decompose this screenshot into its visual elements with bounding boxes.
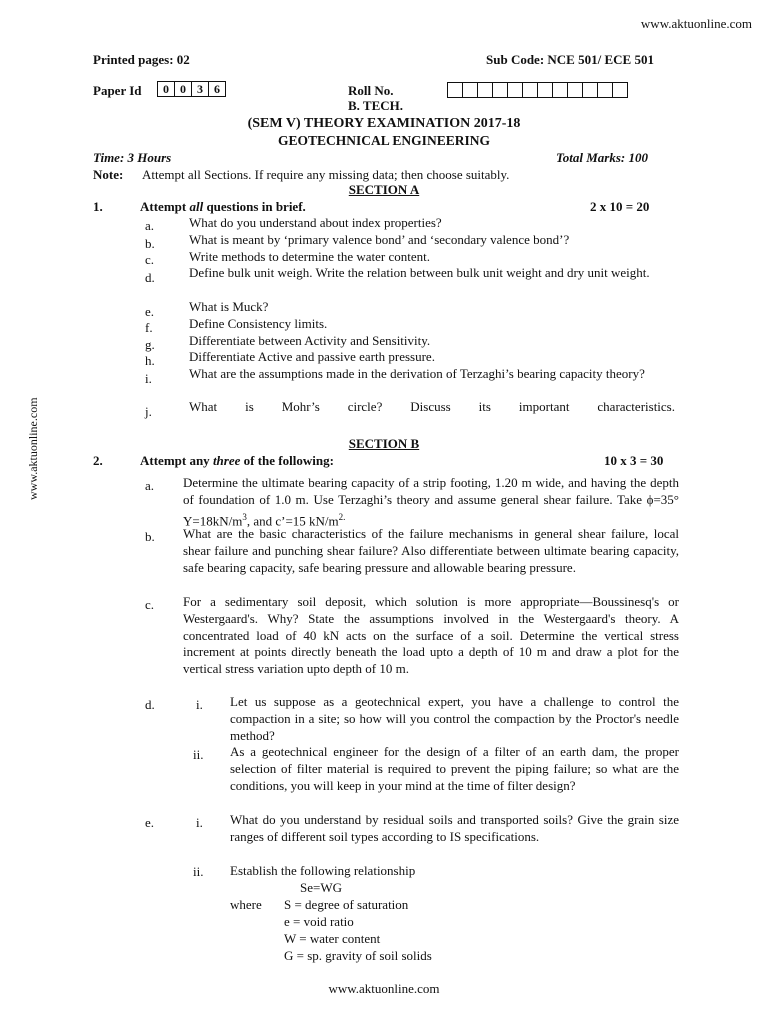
q1-item-label: d.	[145, 270, 155, 285]
paper-id-boxes	[158, 81, 226, 97]
q1-item-label: a.	[145, 218, 155, 233]
subject-title: GEOTECHNICAL ENGINEERING	[278, 133, 490, 148]
q2-subitem-label: ii.	[193, 747, 204, 762]
total-marks: Total Marks: 100	[556, 150, 648, 165]
q2-item-label: a.	[145, 478, 155, 493]
q2-item-label: b.	[145, 529, 155, 544]
definition: W = water content	[284, 931, 381, 946]
paper-id-digit: 3	[191, 81, 209, 97]
q1-item-text: What is Muck?	[189, 299, 269, 314]
degree: B. TECH.	[348, 98, 404, 113]
q1-item-text: Write methods to determine the water content.	[189, 249, 430, 264]
q1-item-text: Differentiate Active and passive earth pressure.	[189, 349, 435, 364]
definition: G = sp. gravity of soil solids	[284, 948, 432, 963]
q2-item-e-ii-text: Establish the following relationship	[230, 863, 416, 878]
section-b-title: SECTION B	[348, 436, 420, 451]
q1-marks: 2 x 10 = 20	[590, 199, 650, 214]
q2-subitem-label: i.	[196, 815, 203, 830]
q1-item-text: What is meant by ‘primary valence bond’ and ‘secondary valence bond’?	[189, 232, 570, 247]
q2-number: 2.	[93, 453, 103, 468]
paper-id-label: Paper Id	[93, 83, 142, 98]
roll-no-label: Roll No.	[348, 83, 394, 98]
q2-marks: 10 x 3 = 30	[604, 453, 664, 468]
q1-item-label: b.	[145, 236, 155, 251]
q1-item-label: e.	[145, 304, 155, 319]
q2-item-a-text: Determine the ultimate bearing capacity of a strip footing, 1.20 m wide, and having the depth of foundation of 1.0 m. Use Terzaghi’s theory and assume general shear failure. Take ϕ=35° $\Upsilon=18kN/m^3$, and c’=15 $kN/m^{2.}$	[183, 475, 679, 528]
q2-subitem-label: i.	[196, 697, 203, 712]
definition: e = void ratio	[284, 914, 354, 929]
q1-item-label: g.	[145, 337, 155, 352]
exam-time: Time: 3 Hours	[93, 150, 172, 165]
side-watermark: www.aktuonline.com	[26, 397, 40, 500]
q1-item-text: What do you understand about index properties?	[189, 215, 442, 230]
q2-instruction: Attempt any three of the following:	[140, 453, 334, 468]
formula: Se=WG	[300, 880, 342, 895]
q1-number: 1.	[93, 199, 103, 214]
roll-no-boxes[interactable]	[448, 82, 628, 102]
sub-code: Sub Code: NCE 501/ ECE 501	[486, 52, 654, 67]
note-label: Note:	[93, 167, 124, 182]
q1-item-label: c.	[145, 252, 155, 267]
q1-item-text: Define Consistency limits.	[189, 316, 328, 331]
q2-item-c-text: For a sedimentary soil deposit, which solution is more appropriate—Boussinesq's or Westergaard's. Why? State the assumptions involved in the Westergaard's theory. A concentrated load of 40 kN acts on the surface of a soil. Determine the vertical stress increment at points directly beneath the load upto a depth of 10 m and draw a plot for the vertical stress variation upto depth of 10 m.	[183, 594, 679, 677]
q2-item-e-i-text: What do you understand by residual soils and transported soils? Give the grain size ranges of different soil types according to IS specifications.	[230, 812, 679, 844]
q1-item-label: h.	[145, 353, 155, 368]
q2-item-label: c.	[145, 597, 155, 612]
q1-item-label: i.	[145, 371, 152, 386]
q1-item-text: What is Mohr’s circle? Discuss its important characteristics.	[189, 399, 675, 414]
q2-subitem-label: ii.	[193, 864, 204, 879]
q2-item-label: d.	[145, 697, 155, 712]
q1-item-label: j.	[145, 404, 152, 419]
note-text: Attempt all Sections. If require any missing data; then choose suitably.	[142, 167, 510, 182]
section-a-title: SECTION A	[348, 182, 420, 197]
footer-site-link[interactable]: www.aktuonline.com	[328, 981, 440, 996]
q2-item-label: e.	[145, 815, 155, 830]
q1-item-label: f.	[145, 320, 153, 335]
paper-id-digit: 0	[174, 81, 192, 97]
q1-item-text: What are the assumptions made in the derivation of Terzaghi’s bearing capacity theory?	[189, 366, 645, 381]
q1-item-text: Define bulk unit weigh. Write the relation between bulk unit weight and dry unit weight.	[189, 265, 650, 280]
definition: S = degree of saturation	[284, 897, 409, 912]
printed-pages: Printed pages: 02	[93, 52, 190, 67]
q1-instruction: Attempt all questions in brief.	[140, 199, 306, 214]
header-site-link[interactable]: www.aktuonline.com	[640, 16, 752, 31]
q2-item-d-i-text: Let us suppose as a geotechnical expert, you have a challenge to control the compaction in a site; so how will you control the compaction by the Proctor's needle method?	[230, 694, 679, 743]
exam-title: (SEM V) THEORY EXAMINATION 2017-18	[247, 116, 521, 131]
paper-id-digit: 0	[157, 81, 175, 97]
q2-item-d-ii-text: As a geotechnical engineer for the design of a filter of an earth dam, the proper selection of filter material is required to prevent the piping failure; so what are the conditions, you will keep in your mind at the time of filter design?	[230, 744, 679, 793]
paper-id-digit: 6	[208, 81, 226, 97]
q2-item-b-text: What are the basic characteristics of the failure mechanisms in general shear failure, local shear failure and punching shear failure? Also differentiate between ultimate bearing capacity, safe bearing capacity, safe bearing pressure and allowable bearing pressure.	[183, 526, 679, 575]
where-label: where	[230, 897, 262, 912]
q1-item-text: Differentiate between Activity and Sensitivity.	[189, 333, 431, 348]
